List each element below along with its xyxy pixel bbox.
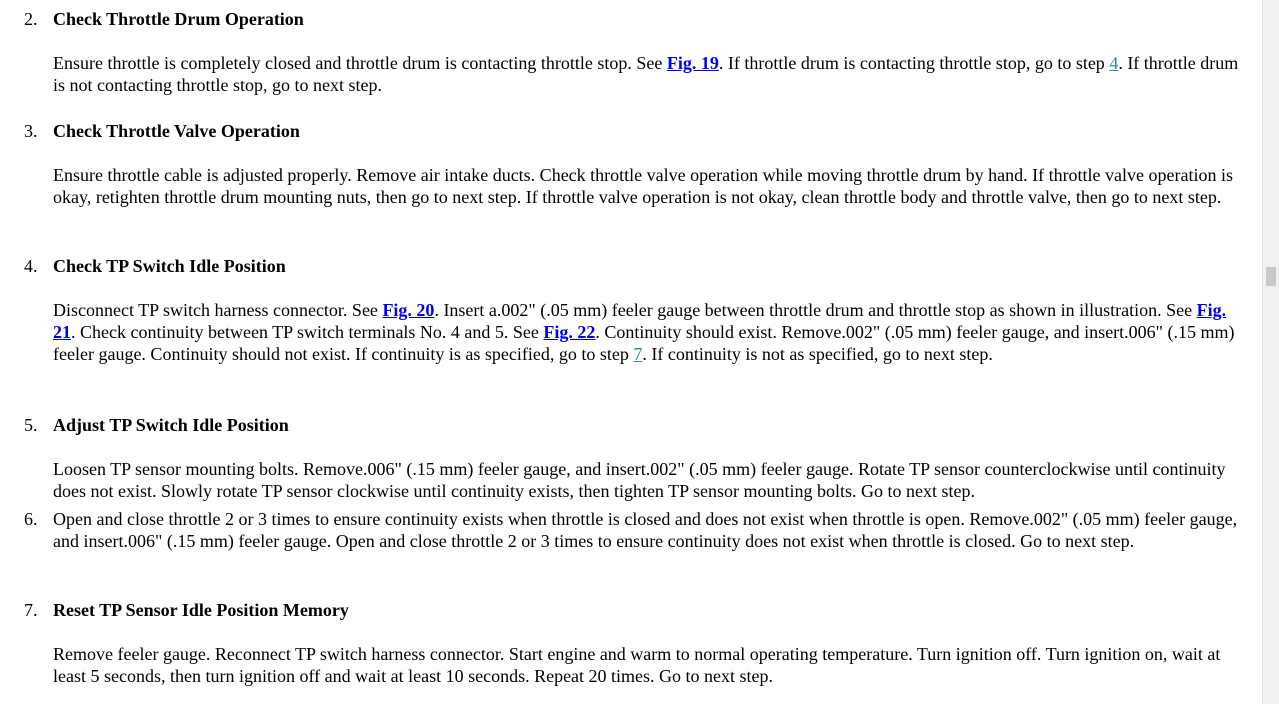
body-text: Remove feeler gauge. Reconnect TP switch harness connector. Start engine and warm to normal operating temperature. Turn ignition off. Turn ignition on, wait at least 5 seconds, then turn ignition off and wait at least 10 seconds. Repeat 20 times. Go to next step.: [53, 644, 1221, 686]
step-number: 4.: [24, 256, 38, 276]
body-text: Loosen TP sensor mounting bolts. Remove.006" (.15 mm) feeler gauge, and insert.002" (.05 mm) feeler gauge. Rotate TP sensor counterclockwise until continuity does not exist. Slowly rotate TP sensor clockwise until continuity exists, then tighten TP sensor mounting bolts. Go to next step.: [53, 459, 1226, 501]
step-number: 3.: [24, 121, 38, 141]
body-text: . Check continuity between TP switch terminals No. 4 and 5. See: [71, 322, 544, 342]
step-body: [53, 643, 1253, 687]
figure-link[interactable]: Fig. 20: [382, 300, 435, 320]
step-number: 6.: [24, 509, 38, 529]
scrollbar-thumb[interactable]: [1266, 267, 1276, 286]
step-title: Check TP Switch Idle Position: [53, 256, 286, 276]
step-number: 2.: [24, 9, 38, 29]
figure-link[interactable]: Fig. 19: [666, 53, 719, 73]
step-title: Adjust TP Switch Idle Position: [53, 415, 289, 435]
step-body: [53, 164, 1253, 208]
step-body: [53, 299, 1253, 365]
body-text: Open and close throttle 2 or 3 times to ensure continuity exists when throttle is closed and does not exist when throttle is open. Remove.002" (.05 mm) feeler gauge, and insert.006" (.15 mm) feeler gauge. Open and close throttle 2 or 3 times to ensure continuity does not exist when throttle is closed. Go to next step.: [53, 509, 1238, 551]
body-text: Disconnect TP switch harness connector. See: [53, 300, 383, 320]
step-body: [53, 458, 1253, 502]
step-number: 5.: [24, 415, 38, 435]
figure-link[interactable]: Fig. 21: [53, 300, 1227, 342]
figure-link[interactable]: Fig. 22: [543, 322, 596, 342]
body-text: Ensure throttle is completely closed and throttle drum is contacting throttle stop. See: [53, 53, 667, 73]
step-number: 7.: [24, 600, 38, 620]
body-text: . Continuity should exist. Remove.002" (.05 mm) feeler gauge, and insert.006" (.15 mm) feeler gauge. Continuity should not exist. If continuity is as specified, go to step: [53, 322, 1235, 364]
body-text: . Insert a.002" (.05 mm) feeler gauge between throttle drum and throttle stop as shown in illustration. See: [434, 300, 1197, 320]
body-text: Ensure throttle cable is adjusted properly. Remove air intake ducts. Check throttle valve operation while moving throttle drum by hand. If throttle valve operation is okay, retighten throttle drum mounting nuts, then go to next step. If throttle valve operation is not okay, clean throttle body and throttle valve, then go to next step.: [53, 165, 1234, 207]
vertical-scrollbar[interactable]: [1262, 0, 1279, 704]
body-text: . If continuity is not as specified, go to next step.: [642, 344, 993, 364]
step-title: Reset TP Sensor Idle Position Memory: [53, 600, 349, 620]
step-body: [53, 508, 1253, 552]
step-body: [53, 52, 1253, 96]
step-link[interactable]: 7: [633, 344, 643, 364]
body-text: . If throttle drum is contacting throttle stop, go to step: [718, 53, 1110, 73]
body-text: . If throttle drum is not contacting throttle stop, go to next step.: [53, 53, 1239, 95]
step-title: Check Throttle Valve Operation: [53, 121, 300, 141]
step-link[interactable]: 4: [1109, 53, 1119, 73]
step-title: Check Throttle Drum Operation: [53, 9, 304, 29]
